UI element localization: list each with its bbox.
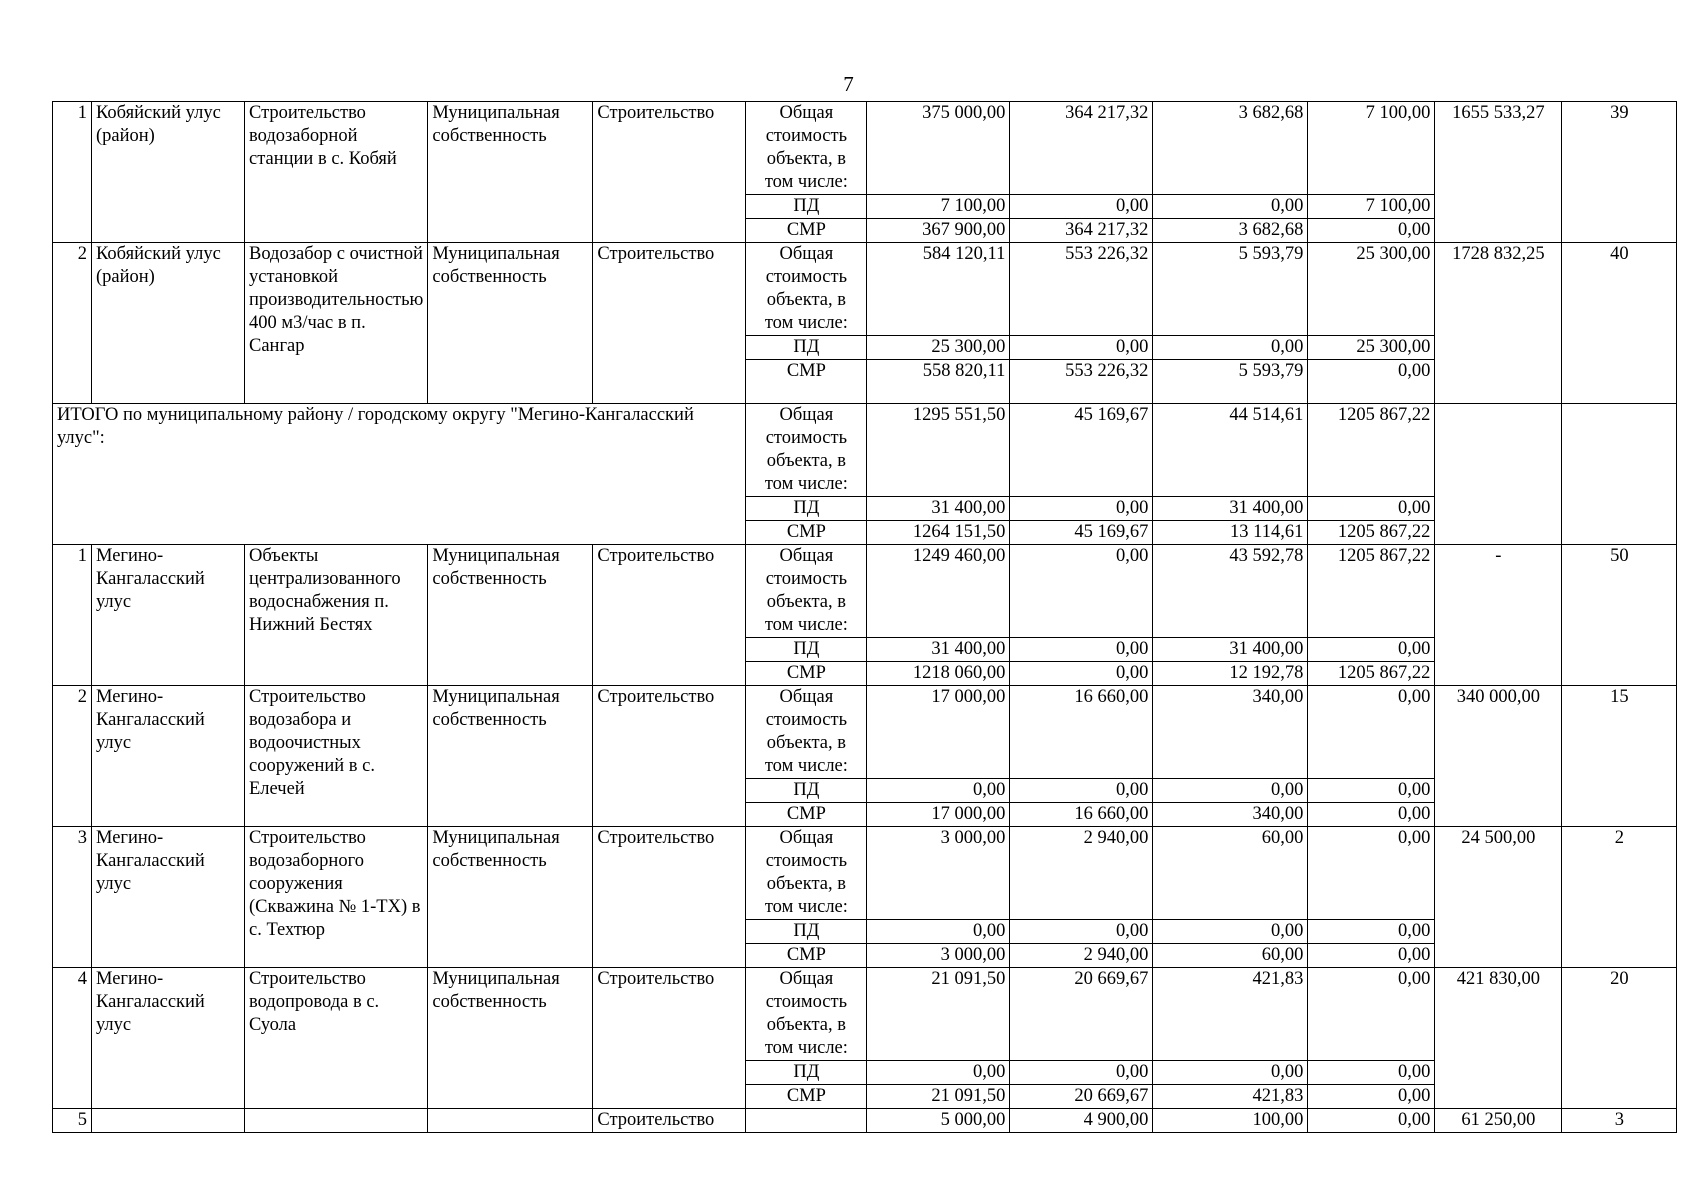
pd-label: ПД [746,920,867,944]
table-row [53,686,1677,779]
pd-label: ПД [746,1061,867,1085]
object-cell: Строительство водозабора и водоочистных сооружений в с. Елечей [245,686,428,827]
smr-label: СМР [746,1085,867,1109]
smr-label: СМР [746,219,867,243]
table-row [53,243,1677,336]
value-cell: 0,00 [1308,1109,1435,1133]
row-number: 2 [53,243,92,404]
value-cell: 375 000,00 [867,102,1010,195]
value-cell: 25 300,00 [1308,336,1435,360]
qty-cell: 2 [1562,827,1677,968]
row-number: 3 [53,827,92,968]
qty-cell: 3 [1562,1109,1677,1133]
value-cell: 584 120,11 [867,243,1010,336]
value-cell: 7 100,00 [1308,102,1435,195]
value-cell: 0,00 [1308,920,1435,944]
value-cell: 0,00 [1308,686,1435,779]
value-cell: 0,00 [1308,944,1435,968]
value-cell: 1264 151,50 [867,521,1010,545]
district-cell: Мегино-Кангаласский улус [92,686,245,827]
value-cell: 553 226,32 [1010,360,1153,404]
total-label: Общая стоимость объекта, в том числе: [746,404,867,497]
work-type: Строительство [593,102,746,243]
qty-cell: 20 [1562,968,1677,1109]
object-cell: Строительство водозаборного сооружения (Скважина № 1-ТХ) в с. Техтюр [245,827,428,968]
qty-cell: 40 [1562,243,1677,404]
pd-label: ПД [746,779,867,803]
value-cell: 0,00 [1308,779,1435,803]
ownership-cell: Муниципальная собственность [428,827,593,968]
cost-cell: 1655 533,27 [1435,102,1562,243]
value-cell: 4 900,00 [1010,1109,1153,1133]
ownership-cell: Муниципальная собственность [428,243,593,404]
value-cell: 13 114,61 [1153,521,1308,545]
value-cell: 0,00 [1153,1061,1308,1085]
table-row [53,968,1677,1061]
value-cell: 0,00 [1010,545,1153,638]
cost-cell: 61 250,00 [1435,1109,1562,1133]
total-label: Общая стоимость объекта, в том числе: [746,827,867,920]
value-cell: 1249 460,00 [867,545,1010,638]
value-cell: 340,00 [1153,803,1308,827]
ownership-cell: Муниципальная собственность [428,545,593,686]
value-cell: 31 400,00 [1153,497,1308,521]
ownership-cell: Муниципальная собственность [428,102,593,243]
value-cell: 421,83 [1153,1085,1308,1109]
value-cell: 31 400,00 [867,497,1010,521]
value-cell: 0,00 [1308,968,1435,1061]
total-label: Общая стоимость объекта, в том числе: [746,102,867,195]
value-cell: 0,00 [1010,638,1153,662]
value-cell: 0,00 [1010,497,1153,521]
value-cell: 21 091,50 [867,1085,1010,1109]
total-name: ИТОГО по муниципальному району / городскому округу "Мегино-Кангаласский улус": [53,404,746,545]
value-cell: 364 217,32 [1010,102,1153,195]
value-cell: 21 091,50 [867,968,1010,1061]
work-type: Строительство [593,545,746,686]
qty-cell: 50 [1562,545,1677,686]
cost-cell [1435,404,1562,545]
value-cell: 60,00 [1153,944,1308,968]
work-type: Строительство [593,243,746,404]
value-cell: 1205 867,22 [1308,521,1435,545]
value-cell: 0,00 [867,779,1010,803]
district-cell: Мегино-Кангаласский улус [92,968,245,1109]
value-cell: 367 900,00 [867,219,1010,243]
value-cell: 0,00 [1308,1061,1435,1085]
value-cell: 7 100,00 [1308,195,1435,219]
value-cell: 1205 867,22 [1308,662,1435,686]
table-row [53,827,1677,920]
value-cell: 0,00 [1153,336,1308,360]
value-cell: 0,00 [1153,779,1308,803]
value-cell: 0,00 [1308,1085,1435,1109]
qty-cell [1562,404,1677,545]
value-cell: 0,00 [1010,1061,1153,1085]
qty-cell: 39 [1562,102,1677,243]
value-cell: 0,00 [1010,779,1153,803]
investment-table [52,101,1677,1133]
value-cell: 553 226,32 [1010,243,1153,336]
value-cell: 3 000,00 [867,944,1010,968]
value-cell: 558 820,11 [867,360,1010,404]
row-number: 4 [53,968,92,1109]
value-cell: 12 192,78 [1153,662,1308,686]
object-cell: Строительство водозаборной станции в с. Кобяй [245,102,428,243]
total-label: Общая стоимость объекта, в том числе: [746,243,867,336]
value-cell: 3 000,00 [867,827,1010,920]
value-cell: 421,83 [1153,968,1308,1061]
pd-label: ПД [746,497,867,521]
district-cell [92,1109,245,1133]
object-cell: Строительство водопровода в с. Суола [245,968,428,1109]
value-cell: 364 217,32 [1010,219,1153,243]
value-cell: 31 400,00 [1153,638,1308,662]
smr-label: СМР [746,662,867,686]
value-cell: 0,00 [1010,662,1153,686]
value-cell: 3 682,68 [1153,102,1308,195]
value-cell: 0,00 [1308,803,1435,827]
value-cell: 1218 060,00 [867,662,1010,686]
work-type: Строительство [593,686,746,827]
value-cell: 1295 551,50 [867,404,1010,497]
table-row [53,404,1677,497]
value-cell: 0,00 [1308,638,1435,662]
value-cell: 5 593,79 [1153,243,1308,336]
work-type: Строительство [593,1109,746,1133]
cost-cell: 421 830,00 [1435,968,1562,1109]
value-cell: 0,00 [1153,195,1308,219]
value-cell: 17 000,00 [867,686,1010,779]
value-cell: 100,00 [1153,1109,1308,1133]
qty-cell: 15 [1562,686,1677,827]
smr-label: СМР [746,360,867,404]
cost-cell: 24 500,00 [1435,827,1562,968]
value-cell: 0,00 [867,1061,1010,1085]
value-cell: 16 660,00 [1010,686,1153,779]
cost-cell: 340 000,00 [1435,686,1562,827]
total-label: Общая стоимость объекта, в том числе: [746,545,867,638]
cost-cell: - [1435,545,1562,686]
smr-label: СМР [746,521,867,545]
district-cell: Мегино-Кангаласский улус [92,827,245,968]
value-cell: 0,00 [1308,827,1435,920]
table-row [53,545,1677,638]
value-cell: 45 169,67 [1010,404,1153,497]
value-cell: 31 400,00 [867,638,1010,662]
row-number: 1 [53,545,92,686]
row-number: 1 [53,102,92,243]
ownership-cell [428,1109,593,1133]
total-label: Общая стоимость объекта, в том числе: [746,968,867,1061]
smr-label: СМР [746,803,867,827]
value-cell: 2 940,00 [1010,827,1153,920]
value-cell: 0,00 [1153,920,1308,944]
row-number: 2 [53,686,92,827]
pd-label: ПД [746,638,867,662]
value-cell: 25 300,00 [867,336,1010,360]
value-cell: 17 000,00 [867,803,1010,827]
page-number: 7 [843,72,854,96]
value-cell: 60,00 [1153,827,1308,920]
value-cell: 1205 867,22 [1308,404,1435,497]
value-cell: 0,00 [1010,920,1153,944]
work-type: Строительство [593,968,746,1109]
value-cell: 0,00 [1308,360,1435,404]
district-cell: Мегино-Кангаласский улус [92,545,245,686]
table-row [53,102,1677,195]
value-cell: 0,00 [1308,219,1435,243]
object-cell: Водозабор с очистной установкой производительностью 400 м3/час в п. Сангар [245,243,428,404]
object-cell [245,1109,428,1133]
value-cell: 25 300,00 [1308,243,1435,336]
total-label: Общая стоимость объекта, в том числе: [746,686,867,779]
value-cell: 43 592,78 [1153,545,1308,638]
ownership-cell: Муниципальная собственность [428,686,593,827]
value-cell: 45 169,67 [1010,521,1153,545]
cost-cell: 1728 832,25 [1435,243,1562,404]
value-cell: 5 593,79 [1153,360,1308,404]
smr-label: СМР [746,944,867,968]
value-cell: 0,00 [1010,336,1153,360]
value-cell: 5 000,00 [867,1109,1010,1133]
district-cell: Кобяйский улус (район) [92,102,245,243]
object-cell: Объекты централизованного водоснабжения п. Нижний Бестях [245,545,428,686]
value-cell: 16 660,00 [1010,803,1153,827]
value-cell: 7 100,00 [867,195,1010,219]
value-cell: 340,00 [1153,686,1308,779]
value-cell: 44 514,61 [1153,404,1308,497]
value-cell: 0,00 [1010,195,1153,219]
label-cell [746,1109,867,1133]
row-number: 5 [53,1109,92,1133]
value-cell: 20 669,67 [1010,968,1153,1061]
value-cell: 20 669,67 [1010,1085,1153,1109]
table-row [53,1109,1677,1133]
value-cell: 0,00 [867,920,1010,944]
pd-label: ПД [746,195,867,219]
value-cell: 2 940,00 [1010,944,1153,968]
value-cell: 1205 867,22 [1308,545,1435,638]
district-cell: Кобяйский улус (район) [92,243,245,404]
ownership-cell: Муниципальная собственность [428,968,593,1109]
work-type: Строительство [593,827,746,968]
pd-label: ПД [746,336,867,360]
value-cell: 3 682,68 [1153,219,1308,243]
value-cell: 0,00 [1308,497,1435,521]
